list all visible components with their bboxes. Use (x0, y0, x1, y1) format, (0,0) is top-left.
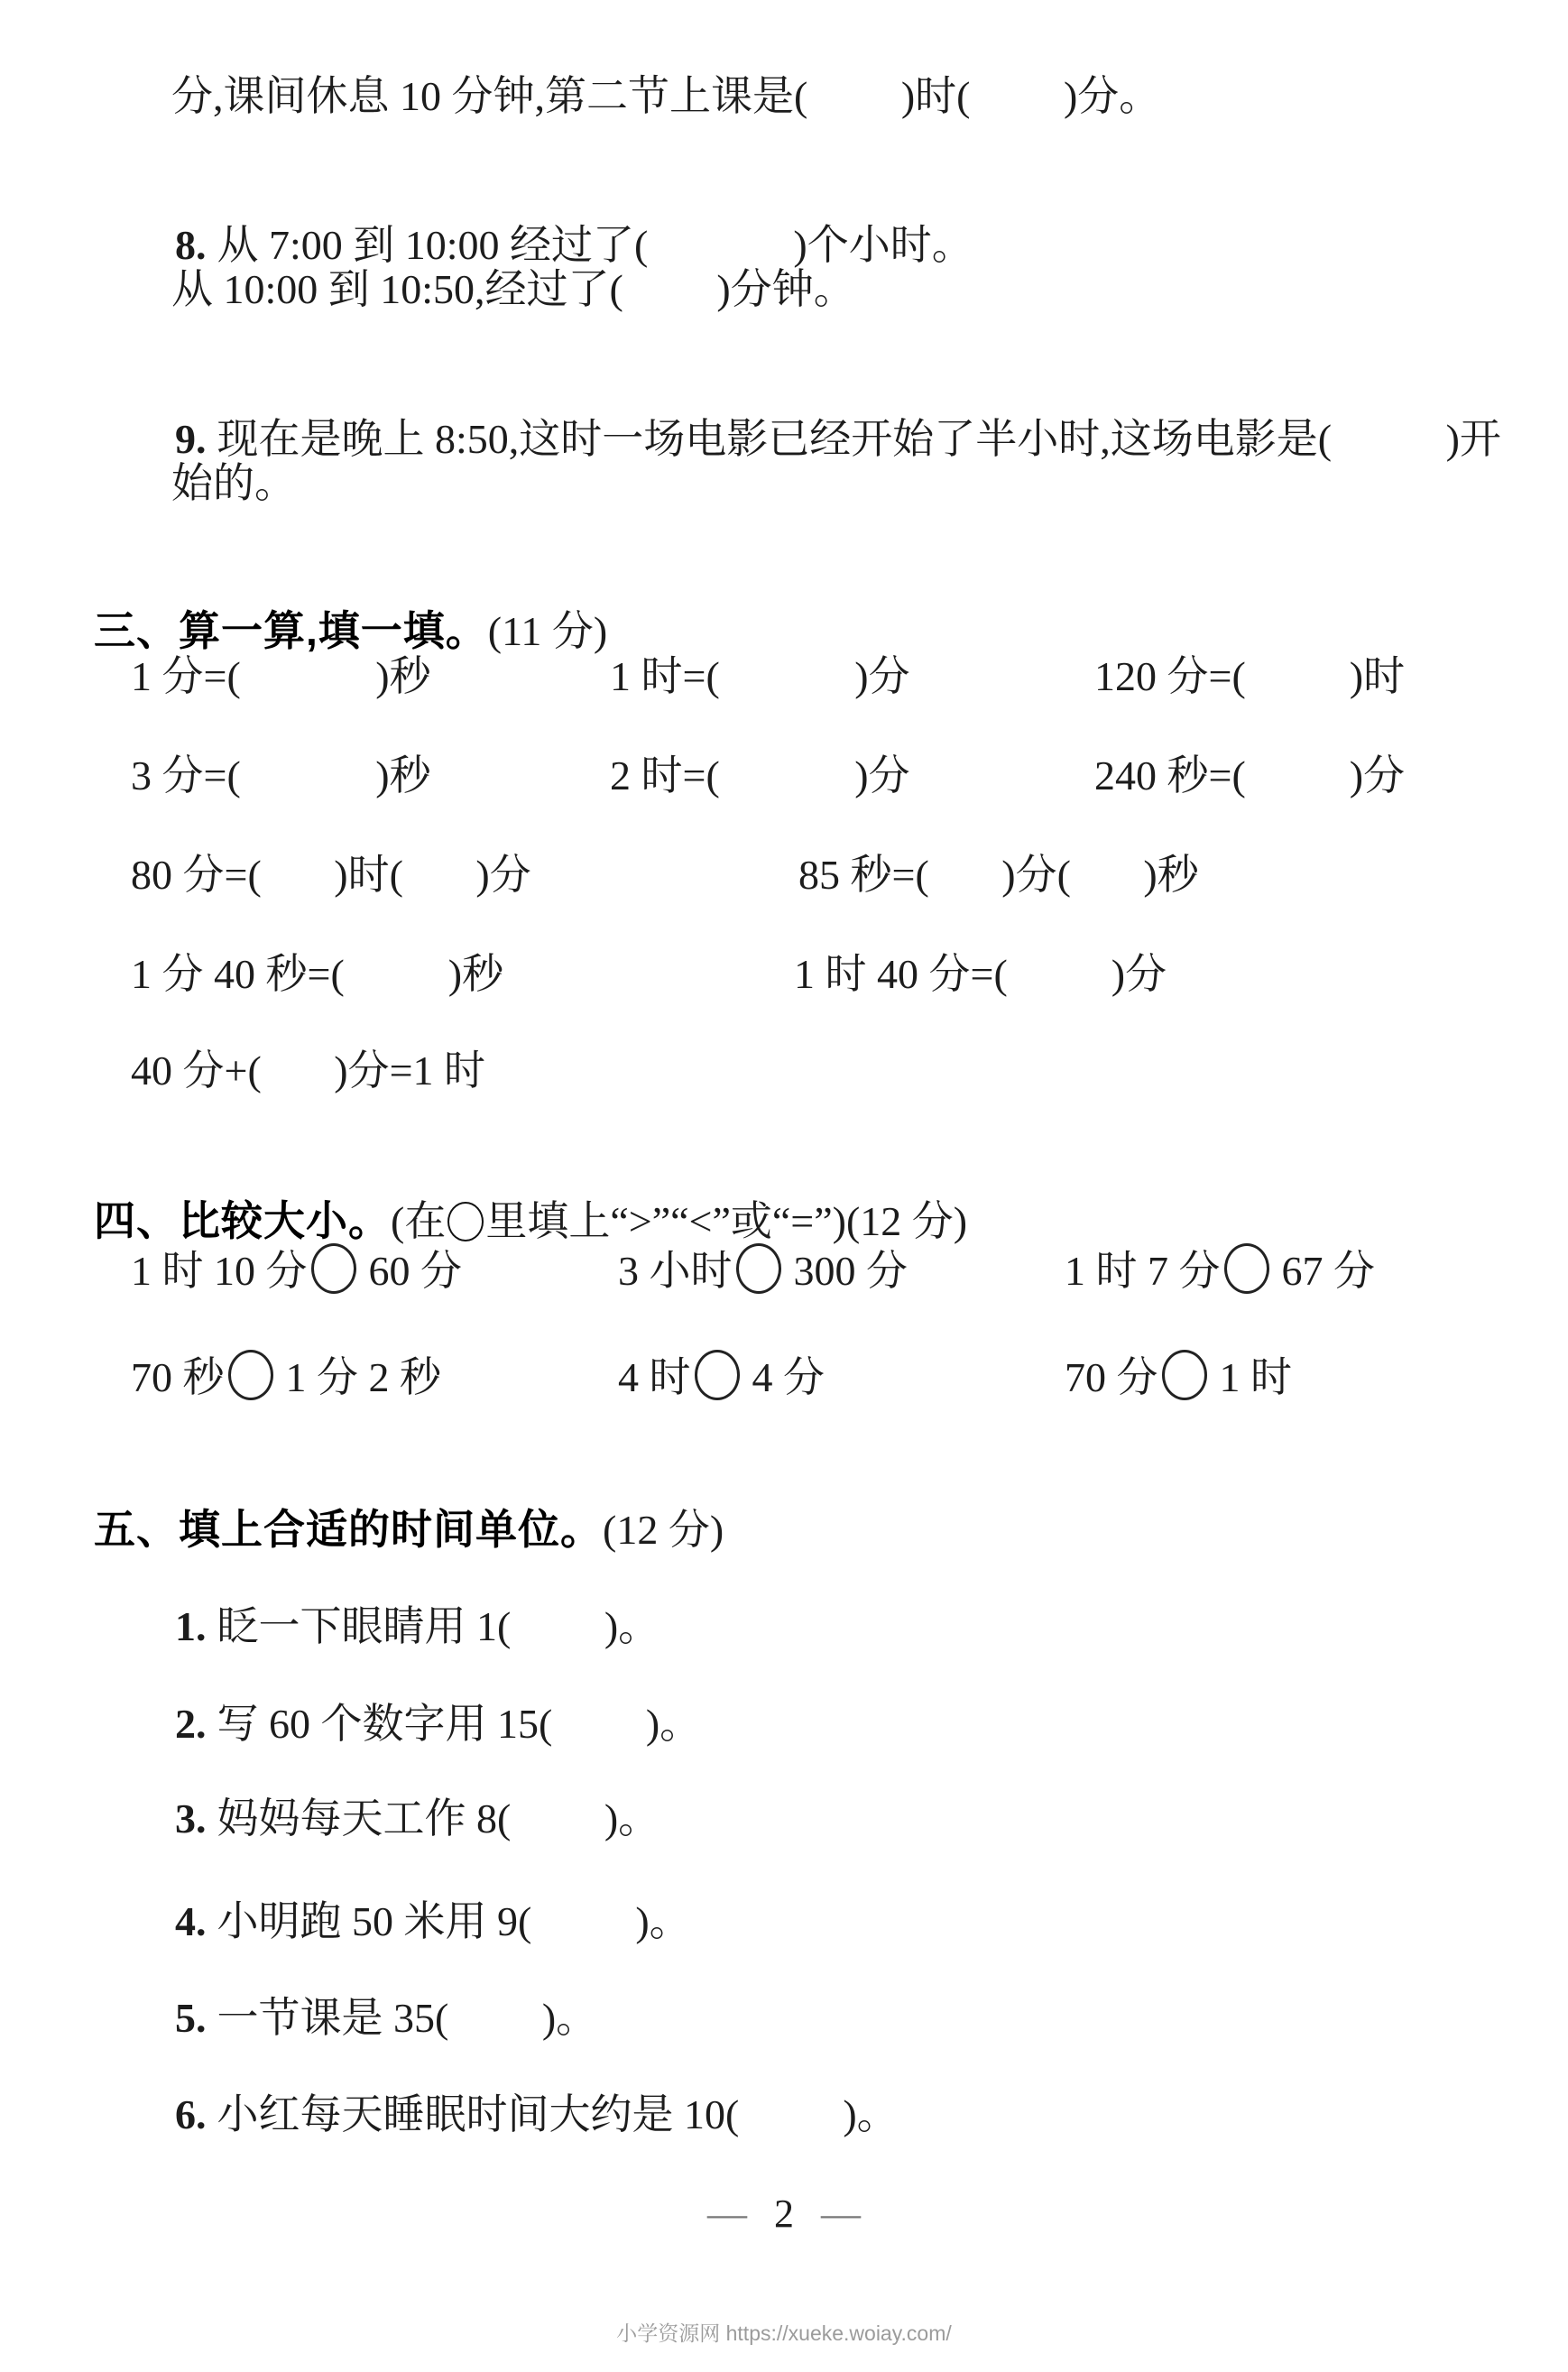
question9-number: 9. (175, 416, 207, 462)
circle-blank-icon (695, 1350, 740, 1400)
section5-score: (12 分) (603, 1507, 724, 1553)
section4-title: 四、比较大小。 (94, 1197, 391, 1244)
unit-item-number: 2. (175, 1701, 207, 1747)
section4-note-post: 里填上“>”“<”或“=”)(12 分) (485, 1198, 968, 1244)
comparison-item (131, 1350, 441, 1404)
equation-cell: 80 分=( )时( )分 (131, 852, 531, 898)
comparison-left: 1 时 7 分 (1065, 1248, 1221, 1294)
question9-line2: 始的。 (171, 460, 296, 506)
equation-cell: 1 时=( )分 (610, 653, 910, 699)
question8-text: 从 7:00 到 10:00 经过了( )个小时。 (217, 222, 973, 268)
comparison-right: 1 分 2 秒 (285, 1354, 441, 1400)
equation-cell: 240 秒=( )分 (1094, 752, 1406, 798)
unit-item-number: 1. (175, 1603, 207, 1649)
equation-cell: 2 时=( )分 (610, 752, 910, 798)
question9-text: 现在是晚上 8:50,这时一场电影已经开始了半小时,这场电影是( )开 (217, 416, 1501, 462)
comparison-item (131, 1243, 462, 1297)
equation-row (0, 651, 1568, 705)
unit-item-text: 小明跑 50 米用 9( )。 (217, 1898, 691, 1944)
page-number-value: 2 (774, 2192, 794, 2236)
comparison-right: 300 分 (793, 1248, 908, 1294)
equation-cell: 120 分=( )时 (1094, 653, 1406, 699)
comparison-right: 67 分 (1281, 1248, 1375, 1294)
equation-row (0, 750, 1568, 804)
unit-item (134, 2036, 899, 2193)
question9-line1 (134, 361, 1501, 518)
comparison-left: 1 时 10 分 (131, 1248, 308, 1294)
question7-continuation: 分,课间休息 10 分钟,第二节上课是( )时( )分。 (171, 73, 1161, 119)
circle-blank-icon (736, 1243, 781, 1294)
section3-title: 三、算一算,填一填。 (94, 607, 488, 654)
page-number-dash-left: — (707, 2192, 747, 2236)
unit-item-text: 眨一下眼睛用 1( )。 (217, 1603, 660, 1649)
unit-item-text: 写 60 个数字用 15( )。 (217, 1701, 702, 1747)
comparison-right: 1 时 (1219, 1354, 1292, 1400)
comparison-item (618, 1350, 825, 1404)
question8-line2: 从 10:00 到 10:50,经过了( )分钟。 (171, 266, 855, 312)
equation-cell: 1 时 40 分=( )分 (794, 951, 1167, 997)
comparison-left: 3 小时 (618, 1248, 733, 1294)
equation-row (0, 948, 1568, 1002)
comparison-left: 4 时 (618, 1354, 691, 1400)
comparison-right: 60 分 (368, 1248, 462, 1294)
question8-number: 8. (175, 222, 207, 268)
equation-row (0, 849, 1568, 903)
comparison-item (1065, 1243, 1375, 1297)
circle-blank-icon (1224, 1243, 1269, 1294)
page-number-dash-right: — (821, 2192, 861, 2236)
comparison-left: 70 秒 (131, 1354, 225, 1400)
unit-item-number: 6. (175, 2091, 207, 2137)
footer-site-credit: 小学资源网 https://xueke.woiay.com/ (616, 2321, 952, 2345)
unit-item-text: 小红每天睡眠时间大约是 10( )。 (217, 2091, 899, 2137)
equation-row (0, 1045, 1568, 1099)
equation-cell: 3 分=( )秒 (131, 752, 431, 798)
section3-score: (11 分) (487, 608, 608, 654)
comparison-row (0, 1350, 1568, 1404)
page-number (0, 2191, 1568, 2237)
equation-cell: 1 分 40 秒=( )秒 (131, 951, 504, 997)
comparison-left: 70 分 (1065, 1354, 1158, 1400)
comparison-item (1065, 1350, 1292, 1404)
unit-item-number: 4. (175, 1898, 207, 1944)
circle-blank-icon (1162, 1350, 1207, 1400)
unit-item-text: 一节课是 35( )。 (217, 1995, 598, 2041)
unit-item-number: 5. (175, 1995, 207, 2041)
circle-blank-icon (311, 1243, 356, 1294)
unit-item-number: 3. (175, 1795, 207, 1841)
circle-blank-icon (447, 1202, 484, 1241)
equation-cell: 85 秒=( )分( )秒 (798, 852, 1199, 898)
equation-cell: 1 分=( )秒 (131, 653, 431, 699)
comparison-item (618, 1243, 908, 1297)
comparison-right: 4 分 (752, 1354, 825, 1400)
unit-item-text: 妈妈每天工作 8( )。 (217, 1795, 660, 1841)
comparison-row (0, 1243, 1568, 1297)
equation-cell: 40 分+( )分=1 时 (131, 1048, 486, 1094)
circle-blank-icon (228, 1350, 273, 1400)
section4-note-pre: (在 (391, 1198, 447, 1244)
section5-title: 五、填上合适的时间单位。 (94, 1506, 603, 1553)
